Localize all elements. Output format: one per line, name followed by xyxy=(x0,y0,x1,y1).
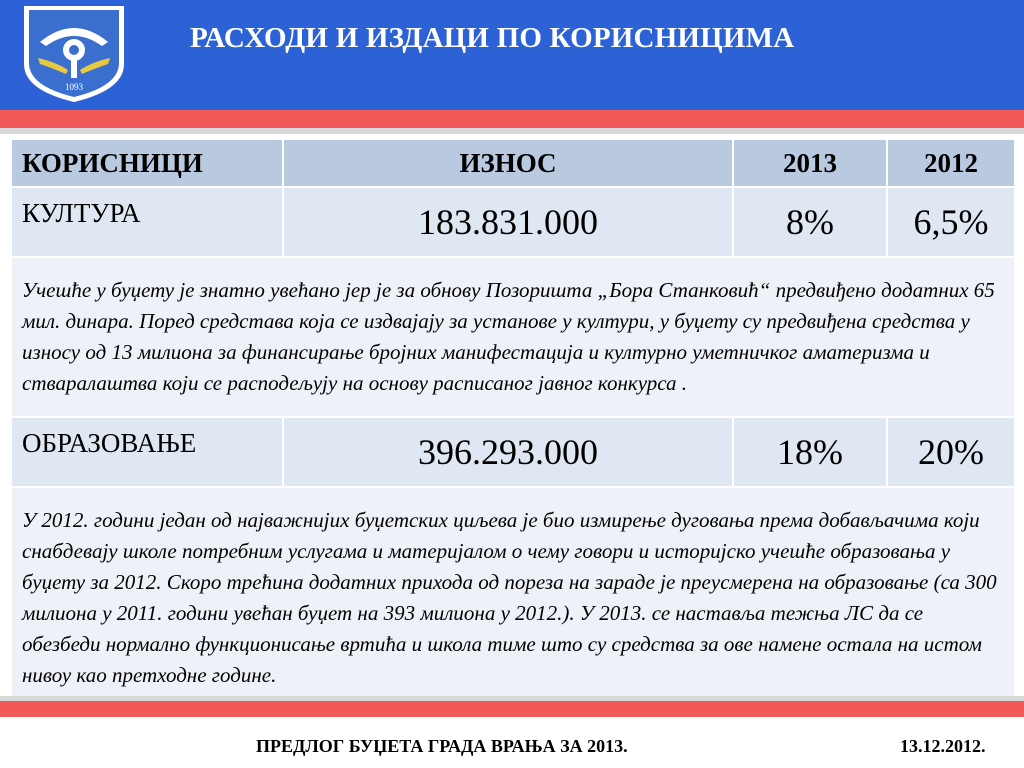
row-education-amount: 396.293.000 xyxy=(283,417,733,487)
table-header-row xyxy=(11,139,1015,187)
table-row xyxy=(11,417,1015,487)
row-culture-description: Учешће у буџету је знатно увећано јер је за обнову Позоришта „Бора Станковић“ предвиђено додатних 65 мил. динара. Поред средстава која се издвајају за установе у култури, у буџету су предвиђена средства у износу од 13 милиона за финансирање бројних манифестација и културно уметничког аматеризма и стваралаштва који се расподељују на основу расписаног јавног конкурса . xyxy=(11,257,1015,417)
row-culture-pct-2012: 6,5% xyxy=(887,187,1015,257)
table-description-row xyxy=(11,257,1015,417)
table-row xyxy=(11,187,1015,257)
header-2012: 2012 xyxy=(887,139,1015,187)
top-red-band xyxy=(0,110,1024,128)
row-education-description: У 2012. години један од најважнијих буџетских циљева је био измирење дуговања према добављачима који снабдевају школе потребним услугама и материјалом о чему говори и историјско учешће образовања у буџету за 2012. Скоро трећина додатних прихода од пореза на зараде је преусмерена на образовање (са 300 милиона у 2011. години увећан буџет на 393 милиона у 2012.). У 2013. се наставља тежња ЛС да се обезбеди нормално функционисање вртића и школа тиме што су средства за ове намене остала на истом нивоу као претходне године. xyxy=(11,487,1015,709)
top-gray-band xyxy=(0,128,1024,134)
bottom-red-band xyxy=(0,701,1024,717)
city-crest-logo xyxy=(18,2,130,104)
logo-year-text: 1093 xyxy=(65,82,83,92)
row-education-pct-2012: 20% xyxy=(887,417,1015,487)
row-culture-name: КУЛТУРА xyxy=(11,187,283,257)
row-culture-pct-2013: 8% xyxy=(733,187,887,257)
header-bar xyxy=(0,0,1024,110)
footer-date: 13.12.2012. xyxy=(900,736,986,756)
row-culture-amount: 183.831.000 xyxy=(283,187,733,257)
table-description-row xyxy=(11,487,1015,709)
budget-table xyxy=(10,138,1016,710)
header-beneficiaries: КОРИСНИЦИ xyxy=(11,139,283,187)
header-2013: 2013 xyxy=(733,139,887,187)
row-education-pct-2013: 18% xyxy=(733,417,887,487)
footer-title: ПРЕДЛОГ БУЏЕТА ГРАДА ВРАЊА ЗА 2013. xyxy=(256,736,628,756)
row-education-name: ОБРАЗОВАЊЕ xyxy=(11,417,283,487)
header-amount: ИЗНОС xyxy=(283,139,733,187)
page-title: РАСХОДИ И ИЗДАЦИ ПО КОРИСНИЦИМА xyxy=(190,22,795,54)
